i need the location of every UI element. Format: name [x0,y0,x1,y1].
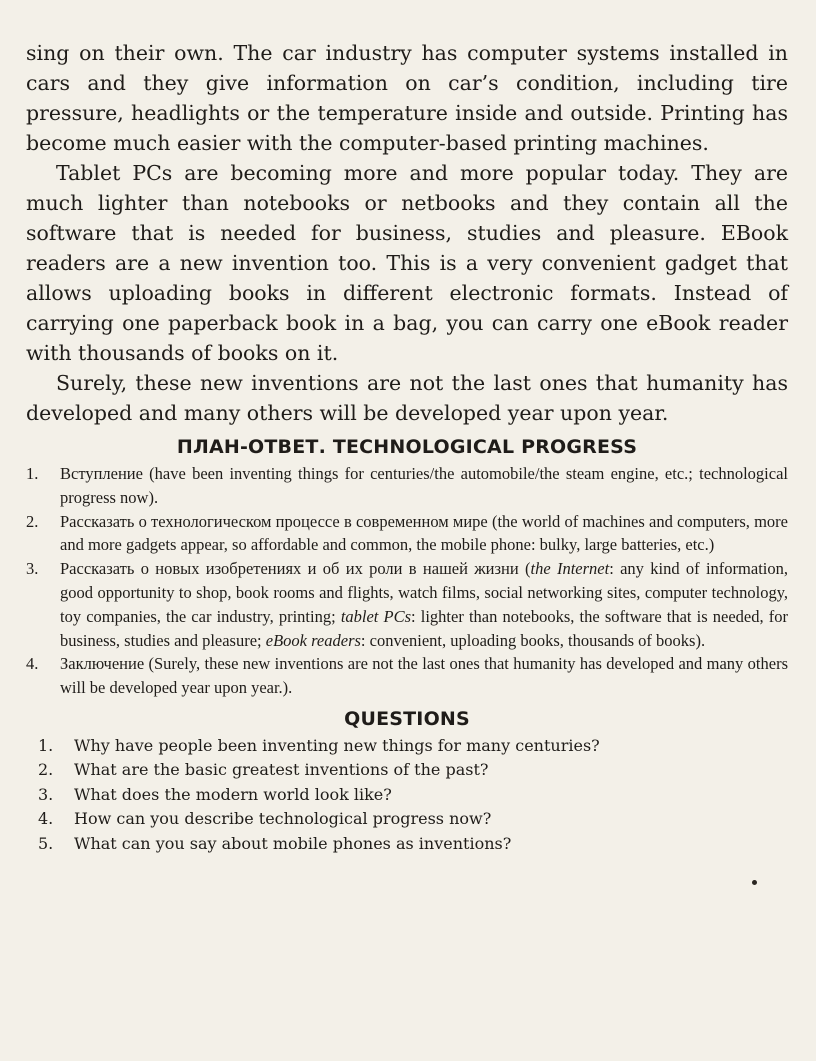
paragraph-conclusion: Surely, these new inventions are not the last ones that humanity has developed and many others will be developed year upon year. [26,371,788,425]
emphasis-internet: the Internet [530,559,610,579]
question-text: How can you describe technological progress now? [74,809,492,829]
question-item [26,832,788,857]
question-text: What can you say about mobile phones as inventions? [74,833,512,853]
plan-heading: ПЛАН-ОТВЕТ. TECHNOLOGICAL PROGRESS [176,436,638,458]
paragraph-continuation: sing on their own. The car industry has computer systems installed in cars and they give information on car’s condition, including tire pressure, headlights or the temperature inside and outside. Printing has become much easier with the computer-based printing machines. [26,41,788,155]
plan-item-number: 1. [26,464,39,483]
question-text: Why have people been inventing new things for many centuries? [74,735,600,755]
plan-item-number: 3. [26,559,39,579]
plan-item-text [60,559,788,649]
question-number: 3. [38,784,54,804]
plan-item [26,510,788,558]
plan-item-text-part: : any kind of information, good opportunity to shop, book rooms and flights, watch films, social networking sites, computer technology, toy companies, the car industry, printing; [60,559,788,626]
plan-item-text-part: : convenient, uploading books, thousands of books). [360,630,706,650]
question-item [26,734,788,759]
plan-item [26,652,788,700]
questions-heading: QUESTIONS [344,707,470,730]
emphasis-ebook-readers: eBook readers [265,630,361,650]
emphasis-tablet-pcs: tablet PCs [340,606,412,626]
plan-item-text: Вступление (have been inventing things for centuries/the automobile/the steam engine, etc.; technological progress now). [60,464,788,507]
plan-item-text-part: : lighter than notebooks, the software that is needed, for business, studies and pleasure; [60,606,788,650]
paragraph-tablet-pcs: Tablet PCs are becoming more and more popular today. They are much lighter than notebooks or netbooks and they contain all the software that is needed for business, studies and pleasure. EBook readers are a new invention too. This is a very convenient gadget that allows uploading books in different electronic formats. Instead of carrying one paperback book in a bag, you can carry one eBook reader with thousands of books on it. [26,161,788,365]
question-number: 1. [38,735,54,755]
plan-item [26,462,788,510]
plan-item-number: 2. [26,511,39,531]
question-text: What are the basic greatest inventions of the past? [74,760,489,780]
question-text: What does the modern world look like? [74,784,392,804]
question-number: 5. [38,833,54,853]
question-number: 4. [38,809,54,829]
question-number: 2. [38,760,54,780]
plan-item-text: Заключение (Surely, these new inventions are not the last ones that humanity has developed and many others will be developed year upon year.). [60,654,788,698]
plan-item-text-part: Рассказать о новых изобретениях и об их роли в нашей жизни ( [60,559,531,579]
plan-item-number: 4. [26,654,39,674]
plan-list [26,462,788,700]
question-item [26,758,788,783]
plan-item-text: Рассказать о технологическом процессе в современном мире (the world of machines and computers, more and more gadgets appear, so affordable and common, the mobile phone: bulky, large batteries, etc.) [60,511,788,555]
questions-list [26,734,788,857]
bullet-mark [752,880,757,885]
plan-item [26,557,788,652]
question-item [26,807,788,832]
question-item [26,783,788,808]
